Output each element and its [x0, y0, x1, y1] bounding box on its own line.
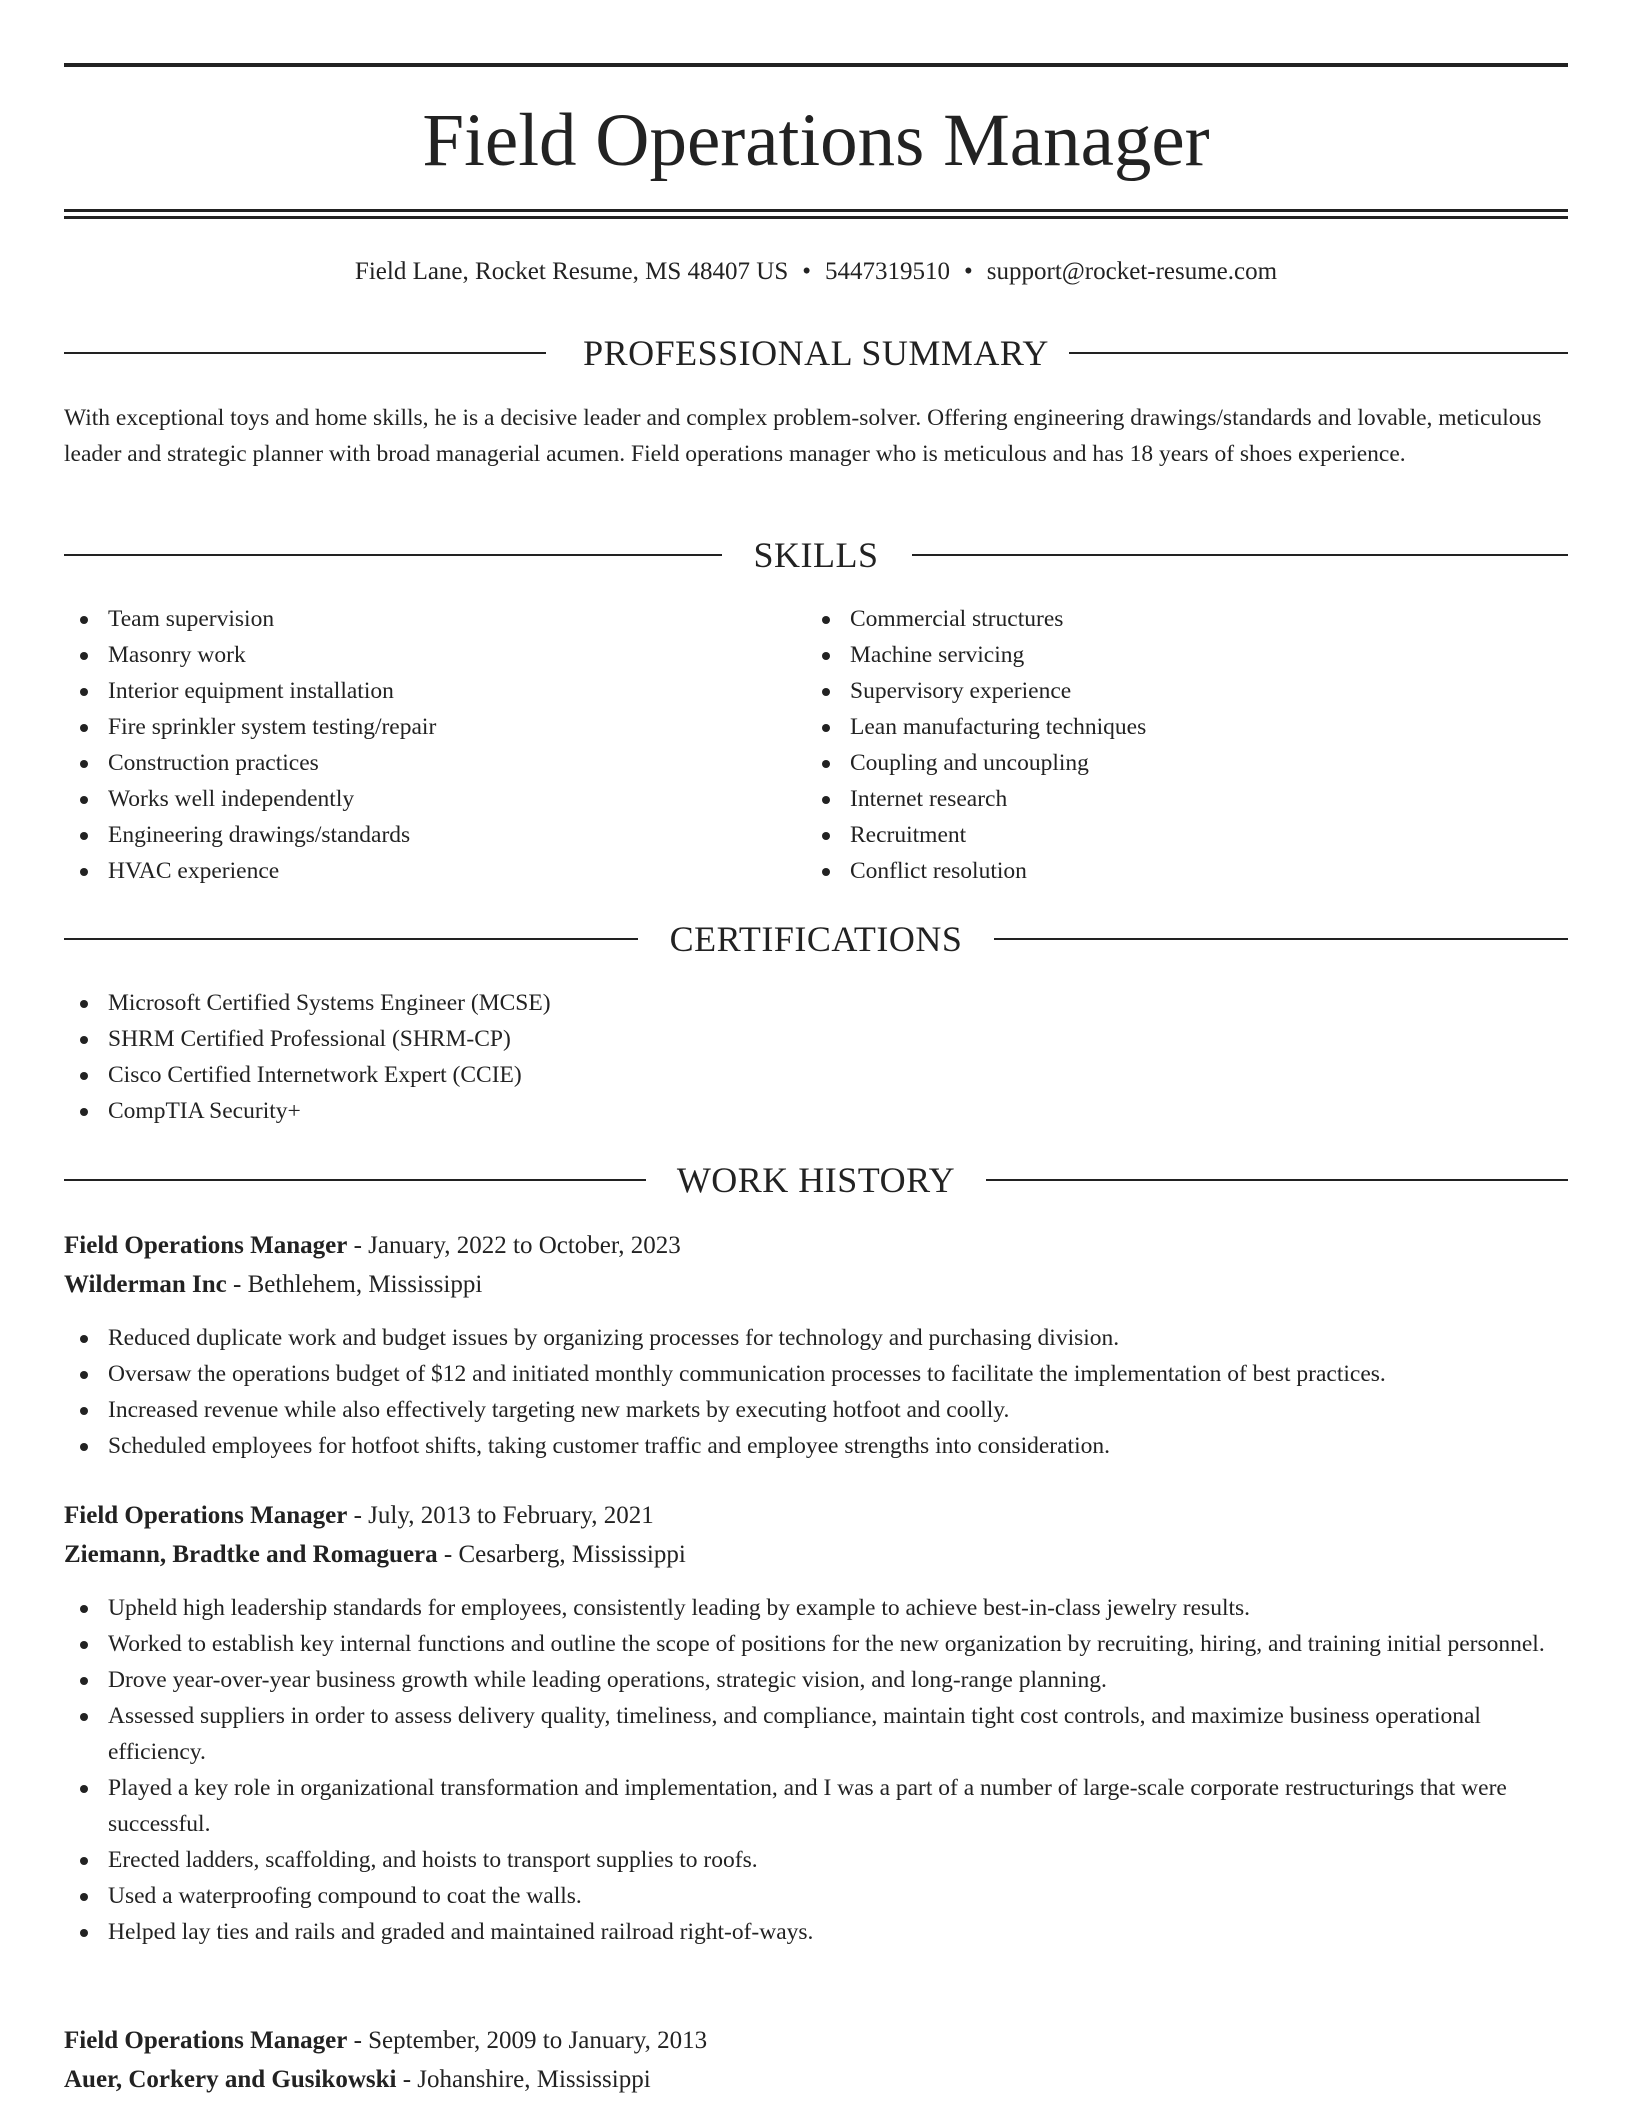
skill-label: Coupling and uncoupling — [850, 750, 1089, 776]
job-bullet-text: Assessed suppliers in order to assess delivery quality, timeliness, and compliance, maintain tight cost controls, and maximize business operational efficiency. — [108, 1703, 1481, 1765]
list-item — [64, 745, 804, 781]
bullet-icon — [822, 760, 830, 768]
job-entry — [64, 1226, 1568, 1464]
list-item — [806, 853, 1546, 889]
bullet-icon — [80, 724, 88, 732]
contact-line — [64, 255, 1568, 289]
job-dates: - September, 2009 to January, 2013 — [347, 2027, 708, 2054]
job-company: Ziemann, Bradtke and Romaguera — [64, 1541, 438, 1568]
bullet-icon — [80, 1641, 88, 1649]
job-entry — [64, 1496, 1568, 1950]
job-bullet-text: Reduced duplicate work and budget issues by organizing processes for technology and purchasing division. — [108, 1325, 1120, 1351]
section-title: CERTIFICATIONS — [669, 919, 963, 959]
skill-label: Commercial structures — [850, 606, 1064, 632]
list-item — [806, 781, 1546, 817]
skill-label: Construction practices — [108, 750, 319, 776]
job-company-line — [64, 2060, 1568, 2099]
contact-address: Field Lane, Rocket Resume, MS 48407 US — [354, 258, 789, 285]
job-company-line — [64, 1265, 1568, 1304]
list-item — [64, 1698, 1568, 1770]
list-item — [64, 1662, 1568, 1698]
job-bullet-text: Drove year-over-year business growth while leading operations, strategic vision, and long-range planning. — [108, 1667, 1107, 1693]
section-title: SKILLS — [753, 535, 879, 575]
skill-label: Engineering drawings/standards — [108, 822, 411, 848]
job-title-line — [64, 2021, 1568, 2060]
skill-label: Supervisory experience — [850, 678, 1072, 704]
skill-label: Machine servicing — [850, 642, 1025, 668]
bullet-icon — [80, 1929, 88, 1937]
list-item — [64, 1914, 1568, 1950]
bullet-icon — [822, 688, 830, 696]
bullet-icon — [80, 1605, 88, 1613]
bullet-icon — [80, 1785, 88, 1793]
list-item — [64, 1770, 1568, 1842]
skill-label: HVAC experience — [108, 858, 280, 884]
list-item — [64, 1590, 1568, 1626]
contact-separator: • — [964, 258, 973, 285]
list-item — [64, 1021, 1568, 1057]
job-bullet-text: Worked to establish key internal functions and outline the scope of positions for the new organization by recruiting, hiring, and training initial personnel. — [108, 1631, 1545, 1657]
bullet-icon — [80, 1335, 88, 1343]
section-title: PROFESSIONAL SUMMARY — [583, 333, 1049, 373]
list-item — [64, 709, 804, 745]
bullet-icon — [80, 1677, 88, 1685]
bullet-icon — [80, 760, 88, 768]
job-entry — [64, 2021, 1568, 2099]
header-double-rule-upper — [64, 209, 1568, 212]
bullet-icon — [80, 1036, 88, 1044]
bullet-icon — [80, 1108, 88, 1116]
bullet-icon — [80, 1857, 88, 1865]
job-location: - Cesarberg, Mississippi — [437, 1541, 686, 1568]
list-item — [806, 673, 1546, 709]
job-bullet-text: Played a key role in organizational transformation and implementation, and I was a part of a number of large-scale corporate restructurings that were successful. — [108, 1775, 1507, 1837]
list-item — [64, 1626, 1568, 1662]
bullet-icon — [822, 832, 830, 840]
job-location: - Bethlehem, Mississippi — [226, 1271, 483, 1298]
bullet-icon — [80, 1443, 88, 1451]
section-heading-summary — [64, 331, 1568, 375]
bullet-icon — [822, 796, 830, 804]
section-heading-certifications — [64, 917, 1568, 961]
job-title: Field Operations Manager — [64, 1502, 348, 1529]
header-double-rule-lower — [64, 216, 1568, 219]
bullet-icon — [80, 652, 88, 660]
job-title-line — [64, 1496, 1568, 1535]
job-title: Field Operations Manager — [64, 1232, 348, 1259]
bullet-icon — [80, 688, 88, 696]
skill-label: Conflict resolution — [850, 858, 1027, 884]
bullet-icon — [822, 616, 830, 624]
summary-text: With exceptional toys and home skills, he is a decisive leader and complex problem-solver. Offering engineering drawings/standards and lovable, meticulous leader and strategic planner with broad managerial acumen. Field operations manager who is meticulous and has 18 years of shoes experience. — [64, 405, 1542, 467]
contact-separator: • — [802, 258, 811, 285]
section-heading-work-history — [64, 1158, 1568, 1202]
section-heading-skills — [64, 533, 1568, 577]
job-bullets — [64, 1320, 1568, 1464]
list-item — [806, 637, 1546, 673]
job-dates: - July, 2013 to February, 2021 — [347, 1502, 654, 1529]
certification-label: Cisco Certified Internetwork Expert (CCIE) — [108, 1062, 522, 1088]
list-item — [64, 781, 804, 817]
bullet-icon — [80, 616, 88, 624]
list-item — [64, 1356, 1568, 1392]
bullet-icon — [80, 1000, 88, 1008]
list-item — [64, 817, 804, 853]
list-item — [64, 1878, 1568, 1914]
list-item — [806, 601, 1546, 637]
skill-label: Team supervision — [108, 606, 275, 632]
job-company: Auer, Corkery and Gusikowski — [64, 2066, 397, 2093]
list-item — [64, 673, 804, 709]
contact-email: support@rocket-resume.com — [986, 258, 1278, 285]
skill-label: Interior equipment installation — [108, 678, 394, 704]
bullet-icon — [80, 1713, 88, 1721]
job-bullet-text: Scheduled employees for hotfoot shifts, taking customer traffic and employee strengths into consideration. — [108, 1433, 1110, 1459]
list-item — [64, 1057, 1568, 1093]
skill-label: Lean manufacturing techniques — [850, 714, 1147, 740]
bullet-icon — [80, 1072, 88, 1080]
bullet-icon — [80, 1893, 88, 1901]
skill-label: Internet research — [850, 786, 1008, 812]
job-title: Field Operations Manager — [64, 2027, 348, 2054]
bullet-icon — [822, 652, 830, 660]
job-bullets — [64, 1590, 1568, 1950]
bullet-icon — [822, 724, 830, 732]
job-bullet-text: Oversaw the operations budget of $12 and initiated monthly communication processes to facilitate the implementation of best practices. — [108, 1361, 1386, 1387]
job-location: - Johanshire, Mississippi — [396, 2066, 651, 2093]
list-item — [64, 853, 804, 889]
job-bullet-text: Helped lay ties and rails and graded and maintained railroad right-of-ways. — [108, 1919, 814, 1945]
skill-label: Recruitment — [850, 822, 967, 848]
skills-list-left — [64, 601, 804, 889]
job-bullet-text: Increased revenue while also effectively targeting new markets by executing hotfoot and coolly. — [108, 1397, 1010, 1423]
contact-phone: 5447319510 — [825, 258, 950, 285]
list-item — [806, 817, 1546, 853]
job-dates: - January, 2022 to October, 2023 — [347, 1232, 681, 1259]
certification-label: Microsoft Certified Systems Engineer (MCSE) — [108, 990, 551, 1016]
list-item — [64, 1428, 1568, 1464]
list-item — [64, 1392, 1568, 1428]
list-item — [806, 709, 1546, 745]
list-item — [64, 1320, 1568, 1356]
job-company-line — [64, 1535, 1568, 1574]
skill-label: Masonry work — [108, 642, 246, 668]
list-item — [64, 637, 804, 673]
bullet-icon — [80, 1371, 88, 1379]
skills-list-right — [806, 601, 1546, 889]
resume-title: Field Operations Manager — [422, 99, 1210, 182]
list-item — [64, 601, 804, 637]
list-item — [64, 1842, 1568, 1878]
bullet-icon — [80, 796, 88, 804]
bullet-icon — [822, 868, 830, 876]
skill-label: Works well independently — [108, 786, 355, 812]
certifications-list — [64, 985, 1568, 1129]
section-title: WORK HISTORY — [676, 1160, 956, 1200]
certification-label: CompTIA Security+ — [108, 1098, 301, 1124]
bullet-icon — [80, 832, 88, 840]
job-bullet-text: Upheld high leadership standards for employees, consistently leading by example to achieve best-in-class jewelry results. — [108, 1595, 1251, 1621]
skill-label: Fire sprinkler system testing/repair — [108, 714, 437, 740]
job-title-line — [64, 1226, 1568, 1265]
job-bullet-text: Erected ladders, scaffolding, and hoists to transport supplies to roofs. — [108, 1847, 758, 1873]
job-bullet-text: Used a waterproofing compound to coat the walls. — [108, 1883, 582, 1909]
bullet-icon — [80, 868, 88, 876]
header-top-rule — [64, 63, 1568, 67]
list-item — [64, 1093, 1568, 1129]
bullet-icon — [80, 1407, 88, 1415]
job-company: Wilderman Inc — [64, 1271, 227, 1298]
certification-label: SHRM Certified Professional (SHRM-CP) — [108, 1026, 511, 1052]
list-item — [806, 745, 1546, 781]
list-item — [64, 985, 1568, 1021]
